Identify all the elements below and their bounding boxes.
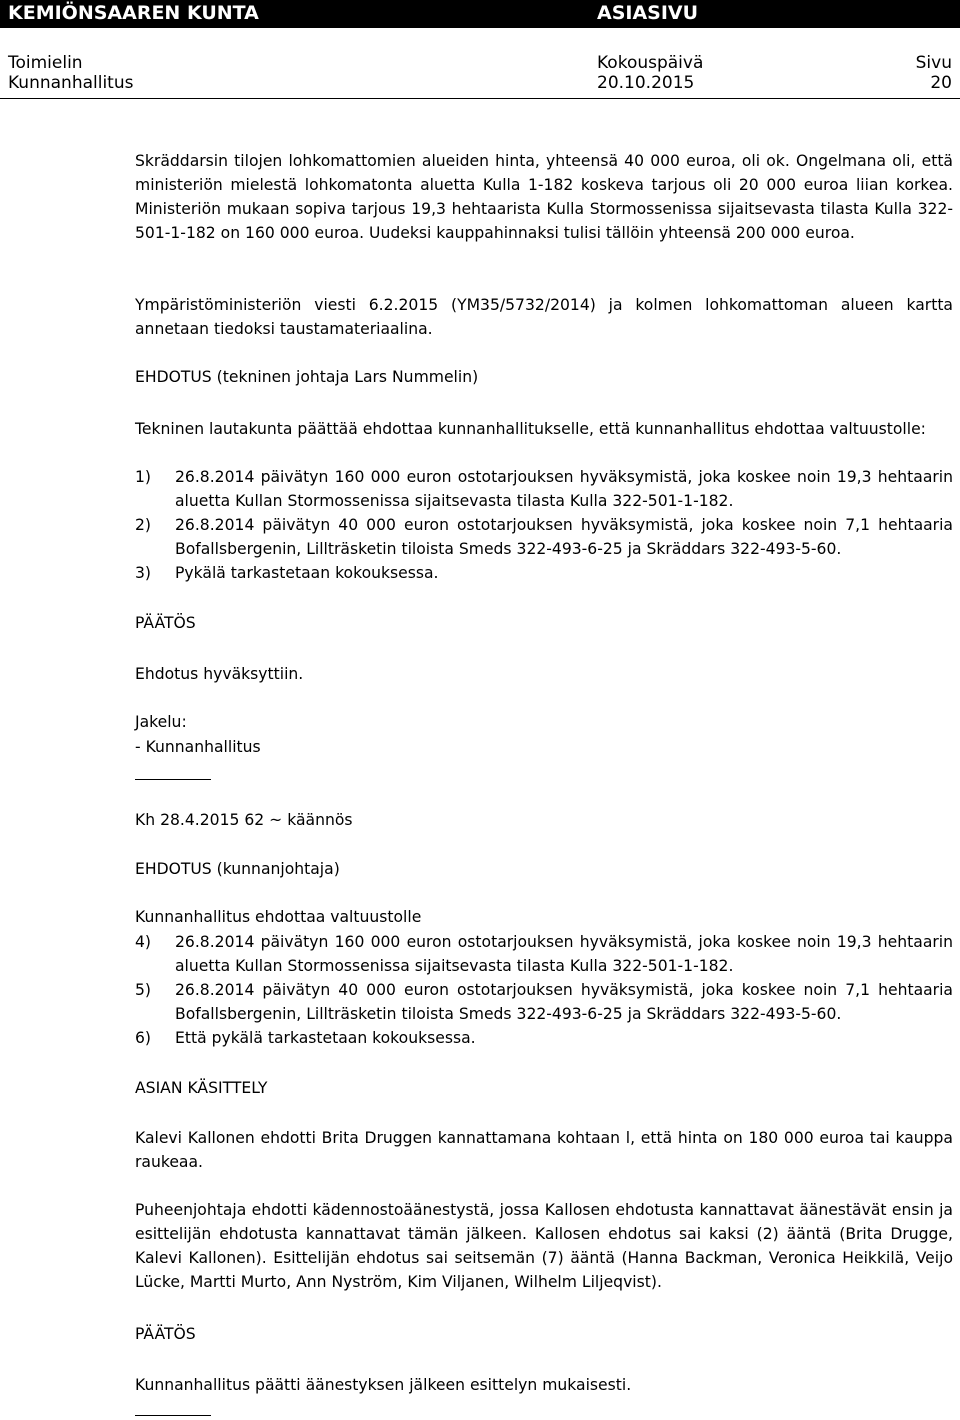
paragraph-ministry-message: Ympäristöministeriön viesti 6.2.2015 (YM35/5732/2014) ja kolmen lohkomattoman alueen kartta annetaan tiedoksi taustamateriaalina. (135, 296, 953, 338)
list-item: 1) 26.8.2014 päivätyn 160 000 euron ostotarjouksen hyväksymistä, joka koskee noin 19,3 hehtaarin aluetta Kullan Stormossenissa sijaitsevasta tilasta Kulla 322-501-1-182. (135, 468, 953, 510)
kh-reference: Kh 28.4.2015 62 ~ käännös (135, 811, 353, 829)
handling-paragraph-1: Kalevi Kallonen ehdotti Brita Druggen kannattamana kohtaan l, että hinta on 180 000 euroa tai kauppa raukeaa. (135, 1129, 953, 1171)
date-label: Kokouspäivä (597, 53, 704, 73)
list-item: 4) 26.8.2014 päivätyn 160 000 euron ostotarjouksen hyväksymistä, joka koskee noin 19,3 hehtaarin aluetta Kullan Stormossenissa sijaitsevasta tilasta Kulla 322-501-1-182. (135, 933, 953, 975)
list-item: 2) 26.8.2014 päivätyn 40 000 euron ostotarjouksen hyväksymistä, joka koskee noin 7,1 hehtaaria Bofallsbergenin, Lillträsketin tiloista Smeds 322-493-6-25 ja Skräddars 322-493-5-60. (135, 516, 953, 558)
distribution-label: Jakelu: (135, 713, 187, 731)
proposal2-heading: EHDOTUS (kunnanjohtaja) (135, 860, 340, 878)
end-divider (135, 1415, 211, 1416)
proposal2-intro: Kunnanhallitus ehdottaa valtuustolle (135, 908, 422, 926)
org-name: KEMIÖNSAAREN KUNTA (8, 2, 259, 24)
page-number: 20 (930, 73, 952, 93)
body-label: Toimielin (8, 53, 83, 73)
list-item: 3) Pykälä tarkastetaan kokouksessa. (135, 564, 439, 582)
proposal2-list (135, 930, 953, 1050)
date-value: 20.10.2015 (597, 73, 695, 93)
handling-paragraph-2: Puheenjohtaja ehdotti kädennostoäänestystä, jossa Kallosen ehdotusta kannattavat äänestävät ensin ja esittelijän ehdotusta kannattavat tämän jälkeen. Kallosen ehdotus sai kaksi (2) ääntä (Brita Drugge, Kalevi Kallonen). Esittelijän ehdotus sai seitsemän (7) ääntä (Hanna Backman, Veronica Heikkilä, Veijo Lücke, Martti Murto, Ann Nyström, Kim Viljanen, Wilhelm Liljeqvist). (135, 1201, 953, 1291)
decision1-text: Ehdotus hyväksyttiin. (135, 665, 304, 683)
handling-heading: ASIAN KÄSITTELY (135, 1079, 268, 1097)
body-field (8, 53, 133, 93)
proposal1-intro: Tekninen lautakunta päättää ehdottaa kunnanhallitukselle, että kunnanhallitus ehdottaa valtuustolle: (135, 420, 926, 438)
header-divider (0, 98, 960, 99)
page-field (880, 53, 952, 93)
proposal1-heading: EHDOTUS (tekninen johtaja Lars Nummelin) (135, 368, 479, 386)
page-label: Sivu (915, 53, 952, 73)
section-divider (135, 779, 211, 780)
list-item: 5) 26.8.2014 päivätyn 40 000 euron ostotarjouksen hyväksymistä, joka koskee noin 7,1 hehtaaria Bofallsbergenin, Lillträsketin tiloista Smeds 322-493-6-25 ja Skräddars 322-493-5-60. (135, 981, 953, 1023)
body-value: Kunnanhallitus (8, 73, 134, 93)
date-field (597, 53, 703, 93)
decision2-heading: PÄÄTÖS (135, 1325, 196, 1343)
doc-type: ASIASIVU (597, 2, 699, 24)
list-item: 6) Että pykälä tarkastetaan kokouksessa. (135, 1029, 476, 1047)
decision1-heading: PÄÄTÖS (135, 614, 196, 632)
paragraph-price-info: Skräddarsin tilojen lohkomattomien alueiden hinta, yhteensä 40 000 euroa, oli ok. Ongelmana oli, että ministeriön mielestä lohkomatonta aluetta Kulla 1-182 koskeva tarjous oli 20 000 euroa liian korkea. Ministeriön mukaan sopiva tarjous 19,3 hehtaarista Kulla Stormossenissa sijaitsevasta tilasta Kulla 322-501-1-182 on 160 000 euroa. Uudeksi kauppahinnaksi tulisi tällöin yhteensä 200 000 euroa. (135, 152, 953, 242)
header-band (0, 0, 960, 28)
distribution-item: - Kunnanhallitus (135, 738, 261, 756)
decision2-text: Kunnanhallitus päätti äänestyksen jälkeen esittelyn mukaisesti. (135, 1376, 632, 1394)
proposal1-list (135, 465, 953, 585)
